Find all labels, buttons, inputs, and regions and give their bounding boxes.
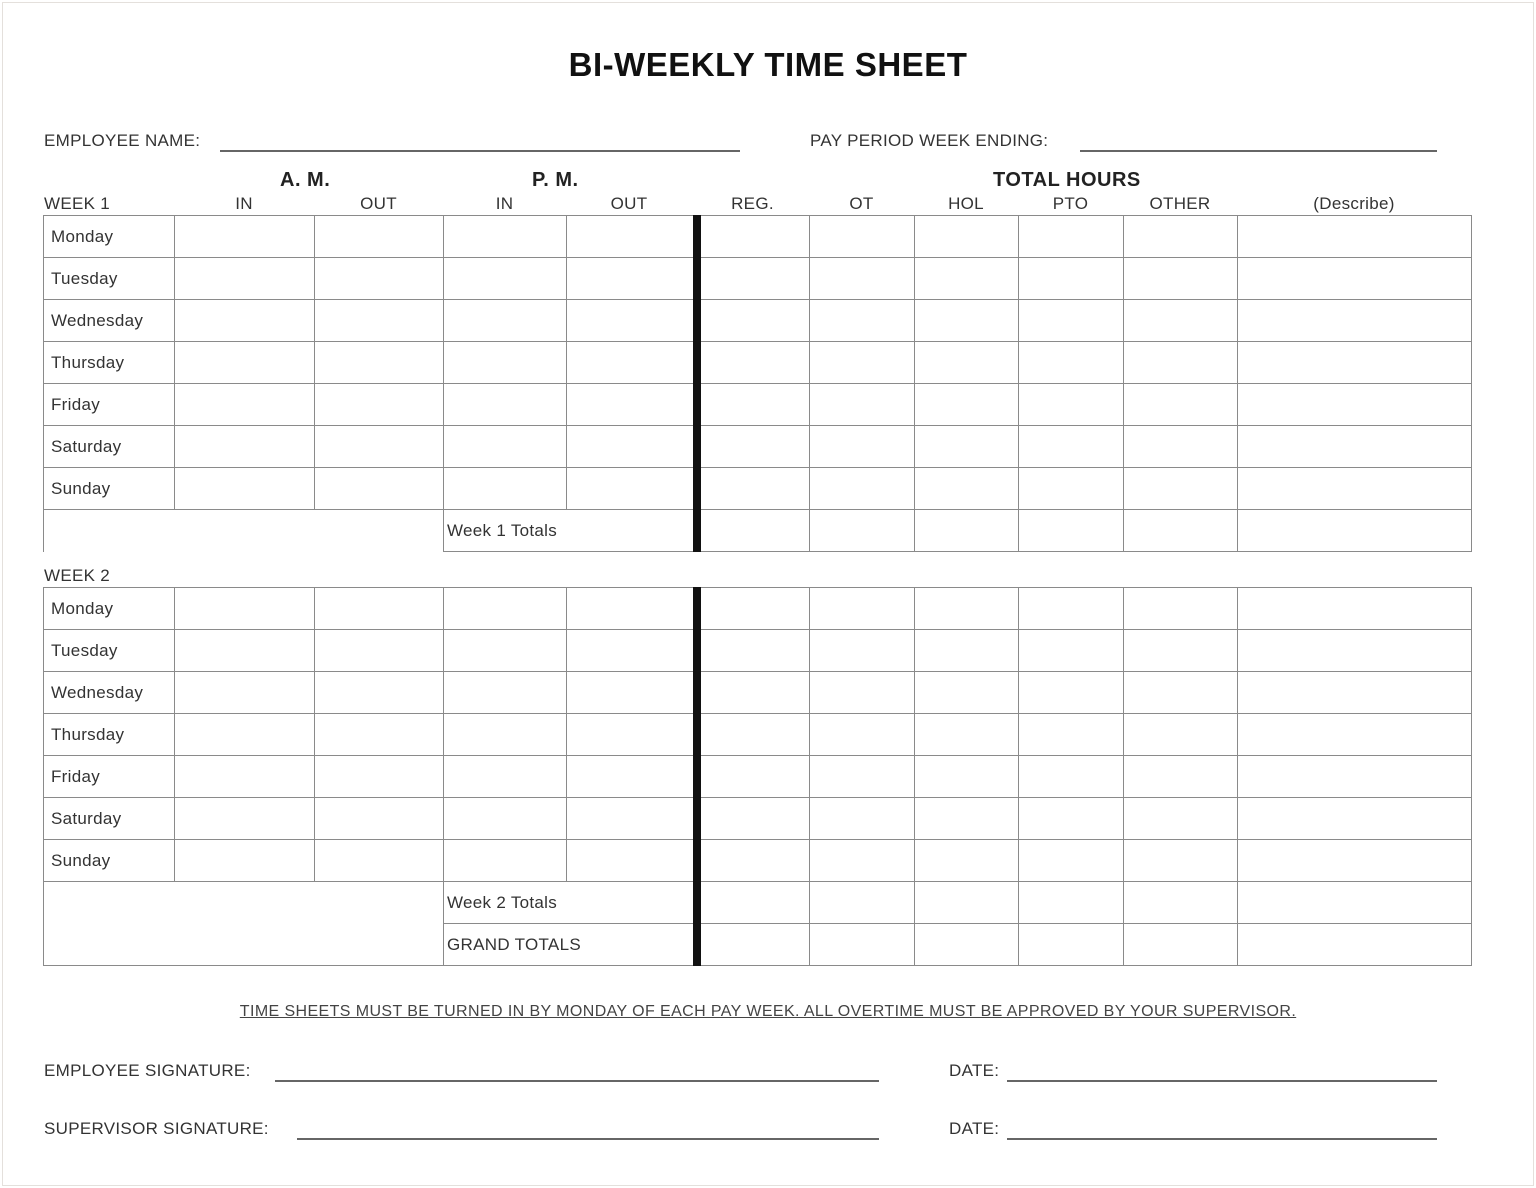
am-in-cell[interactable] <box>175 300 315 342</box>
pto-cell[interactable] <box>1019 672 1124 714</box>
table-row <box>44 258 1472 300</box>
reg-cell[interactable] <box>697 588 810 630</box>
pm-out-cell[interactable] <box>567 630 697 672</box>
day-label: Saturday <box>44 426 175 468</box>
day-label: Monday <box>44 216 175 258</box>
pto-cell[interactable] <box>1019 840 1124 882</box>
ot-cell[interactable] <box>810 756 915 798</box>
blank-cell <box>44 510 444 552</box>
reg-cell[interactable] <box>697 756 810 798</box>
supervisor-signature-label: SUPERVISOR SIGNATURE: <box>44 1119 269 1138</box>
reg-total-cell[interactable] <box>697 882 810 924</box>
hol-cell[interactable] <box>915 426 1019 468</box>
day-label: Tuesday <box>44 630 175 672</box>
pm-out-cell[interactable] <box>567 588 697 630</box>
hol-cell[interactable] <box>915 630 1019 672</box>
pm-in-cell[interactable] <box>444 300 567 342</box>
am-out-cell[interactable] <box>315 216 444 258</box>
pm-in-cell[interactable] <box>444 588 567 630</box>
pto-cell[interactable] <box>1019 588 1124 630</box>
employee-signature-label: EMPLOYEE SIGNATURE: <box>44 1061 251 1080</box>
grand-totals-label: GRAND TOTALS <box>444 924 697 966</box>
col-header-hol: HOL <box>948 194 984 213</box>
ot-cell[interactable] <box>810 672 915 714</box>
hol-cell[interactable] <box>915 468 1019 510</box>
describe-cell[interactable] <box>1238 840 1472 882</box>
other-cell[interactable] <box>1124 426 1238 468</box>
day-label: Saturday <box>44 798 175 840</box>
table-row <box>44 630 1472 672</box>
am-in-cell[interactable] <box>175 714 315 756</box>
pm-out-cell[interactable] <box>567 468 697 510</box>
hol-cell[interactable] <box>915 258 1019 300</box>
ot-cell[interactable] <box>810 714 915 756</box>
describe-total-cell[interactable] <box>1238 882 1472 924</box>
pto-cell[interactable] <box>1019 468 1124 510</box>
reg-cell[interactable] <box>697 216 810 258</box>
day-label: Friday <box>44 756 175 798</box>
reg-cell[interactable] <box>697 426 810 468</box>
pm-out-cell[interactable] <box>567 342 697 384</box>
other-cell[interactable] <box>1124 756 1238 798</box>
am-in-cell[interactable] <box>175 672 315 714</box>
week-2-label: WEEK 2 <box>44 566 111 585</box>
hol-grand-total-cell[interactable] <box>915 924 1019 966</box>
pm-out-cell[interactable] <box>567 840 697 882</box>
hol-cell[interactable] <box>915 714 1019 756</box>
total-hours-group-header: TOTAL HOURS <box>993 169 1141 191</box>
date-label: DATE: <box>949 1119 1000 1138</box>
table-row <box>44 384 1472 426</box>
ot-total-cell[interactable] <box>810 882 915 924</box>
pay-period-field[interactable] <box>1080 150 1437 152</box>
am-out-cell[interactable] <box>315 258 444 300</box>
ot-total-cell[interactable] <box>810 510 915 552</box>
reg-cell[interactable] <box>697 714 810 756</box>
supervisor-date-field[interactable] <box>1007 1138 1437 1140</box>
describe-grand-total-cell[interactable] <box>1238 924 1472 966</box>
describe-cell[interactable] <box>1238 756 1472 798</box>
col-header-ot: OT <box>849 194 874 213</box>
employee-signature-field[interactable] <box>275 1080 879 1082</box>
ot-cell[interactable] <box>810 384 915 426</box>
ot-cell[interactable] <box>810 468 915 510</box>
date-label: DATE: <box>949 1061 1000 1080</box>
other-grand-total-cell[interactable] <box>1124 924 1238 966</box>
table-row <box>44 342 1472 384</box>
am-out-cell[interactable] <box>315 672 444 714</box>
reg-cell[interactable] <box>697 840 810 882</box>
pm-in-cell[interactable] <box>444 714 567 756</box>
describe-cell[interactable] <box>1238 216 1472 258</box>
reg-cell[interactable] <box>697 384 810 426</box>
describe-cell[interactable] <box>1238 798 1472 840</box>
reg-cell[interactable] <box>697 630 810 672</box>
week-2-table <box>43 587 1472 966</box>
col-header-am-out: OUT <box>360 194 397 213</box>
describe-cell[interactable] <box>1238 342 1472 384</box>
describe-cell[interactable] <box>1238 300 1472 342</box>
am-in-cell[interactable] <box>175 798 315 840</box>
reg-cell[interactable] <box>697 468 810 510</box>
other-cell[interactable] <box>1124 630 1238 672</box>
employee-name-label: EMPLOYEE NAME: <box>44 131 201 150</box>
other-cell[interactable] <box>1124 300 1238 342</box>
hol-total-cell[interactable] <box>915 510 1019 552</box>
pm-out-cell[interactable] <box>567 216 697 258</box>
am-in-cell[interactable] <box>175 630 315 672</box>
pto-cell[interactable] <box>1019 756 1124 798</box>
hol-cell[interactable] <box>915 798 1019 840</box>
day-label: Tuesday <box>44 258 175 300</box>
pm-in-cell[interactable] <box>444 468 567 510</box>
describe-cell[interactable] <box>1238 672 1472 714</box>
reg-cell[interactable] <box>697 258 810 300</box>
day-label: Friday <box>44 384 175 426</box>
page-title: BI-WEEKLY TIME SHEET <box>568 46 968 83</box>
pto-cell[interactable] <box>1019 342 1124 384</box>
table-row <box>44 426 1472 468</box>
pto-cell[interactable] <box>1019 216 1124 258</box>
pto-grand-total-cell[interactable] <box>1019 924 1124 966</box>
pm-out-cell[interactable] <box>567 300 697 342</box>
col-header-pto: PTO <box>1052 194 1089 213</box>
day-label: Sunday <box>44 468 175 510</box>
pm-in-cell[interactable] <box>444 216 567 258</box>
pto-cell[interactable] <box>1019 714 1124 756</box>
pto-total-cell[interactable] <box>1019 510 1124 552</box>
am-in-cell[interactable] <box>175 342 315 384</box>
pto-cell[interactable] <box>1019 258 1124 300</box>
am-in-cell[interactable] <box>175 468 315 510</box>
pm-in-cell[interactable] <box>444 840 567 882</box>
pm-out-cell[interactable] <box>567 258 697 300</box>
pm-in-cell[interactable] <box>444 798 567 840</box>
pm-in-cell[interactable] <box>444 630 567 672</box>
table-row <box>44 840 1472 882</box>
table-row <box>44 798 1472 840</box>
table-row <box>44 588 1472 630</box>
day-label: Monday <box>44 588 175 630</box>
hol-total-cell[interactable] <box>915 882 1019 924</box>
pm-in-cell[interactable] <box>444 258 567 300</box>
am-group-header: A. M. <box>280 169 331 191</box>
other-total-cell[interactable] <box>1124 882 1238 924</box>
pto-cell[interactable] <box>1019 798 1124 840</box>
describe-cell[interactable] <box>1238 588 1472 630</box>
ot-cell[interactable] <box>810 426 915 468</box>
describe-cell[interactable] <box>1238 384 1472 426</box>
pm-out-cell[interactable] <box>567 798 697 840</box>
col-header-pm-in: IN <box>495 194 514 213</box>
pto-total-cell[interactable] <box>1019 882 1124 924</box>
describe-cell[interactable] <box>1238 714 1472 756</box>
am-out-cell[interactable] <box>315 756 444 798</box>
pay-period-label: PAY PERIOD WEEK ENDING: <box>810 131 1049 150</box>
am-in-cell[interactable] <box>175 216 315 258</box>
week-1-totals-row <box>44 510 1472 552</box>
pm-in-cell[interactable] <box>444 426 567 468</box>
am-out-cell[interactable] <box>315 468 444 510</box>
employee-date-field[interactable] <box>1007 1080 1437 1082</box>
ot-cell[interactable] <box>810 588 915 630</box>
ot-cell[interactable] <box>810 300 915 342</box>
other-cell[interactable] <box>1124 798 1238 840</box>
other-cell[interactable] <box>1124 468 1238 510</box>
describe-total-cell[interactable] <box>1238 510 1472 552</box>
supervisor-signature-field[interactable] <box>297 1138 879 1140</box>
am-out-cell[interactable] <box>315 300 444 342</box>
pm-out-cell[interactable] <box>567 714 697 756</box>
describe-cell[interactable] <box>1238 426 1472 468</box>
week-1-totals-label: Week 1 Totals <box>444 510 697 552</box>
pm-in-cell[interactable] <box>444 342 567 384</box>
am-out-cell[interactable] <box>315 630 444 672</box>
col-header-am-in: IN <box>235 194 253 213</box>
other-cell[interactable] <box>1124 384 1238 426</box>
pm-out-cell[interactable] <box>567 426 697 468</box>
reg-grand-total-cell[interactable] <box>697 924 810 966</box>
reg-cell[interactable] <box>697 300 810 342</box>
am-out-cell[interactable] <box>315 798 444 840</box>
ot-cell[interactable] <box>810 840 915 882</box>
blank-cell <box>44 882 444 966</box>
table-row <box>44 468 1472 510</box>
describe-cell[interactable] <box>1238 258 1472 300</box>
am-in-cell[interactable] <box>175 258 315 300</box>
hol-cell[interactable] <box>915 672 1019 714</box>
other-cell[interactable] <box>1124 258 1238 300</box>
ot-cell[interactable] <box>810 342 915 384</box>
am-in-cell[interactable] <box>175 840 315 882</box>
am-in-cell[interactable] <box>175 756 315 798</box>
week-1-table <box>43 215 1472 552</box>
other-cell[interactable] <box>1124 672 1238 714</box>
table-row <box>44 216 1472 258</box>
pto-cell[interactable] <box>1019 384 1124 426</box>
other-cell[interactable] <box>1124 714 1238 756</box>
am-out-cell[interactable] <box>315 840 444 882</box>
describe-cell[interactable] <box>1238 630 1472 672</box>
pm-group-header: P. M. <box>532 169 579 191</box>
pm-in-cell[interactable] <box>444 756 567 798</box>
day-label: Thursday <box>44 714 175 756</box>
hol-cell[interactable] <box>915 216 1019 258</box>
pto-cell[interactable] <box>1019 300 1124 342</box>
table-row <box>44 300 1472 342</box>
col-header-describe: (Describe) <box>1313 194 1395 213</box>
pm-out-cell[interactable] <box>567 672 697 714</box>
hol-cell[interactable] <box>915 342 1019 384</box>
hol-cell[interactable] <box>915 588 1019 630</box>
table-row <box>44 756 1472 798</box>
hol-cell[interactable] <box>915 840 1019 882</box>
hol-cell[interactable] <box>915 300 1019 342</box>
day-label: Sunday <box>44 840 175 882</box>
pm-out-cell[interactable] <box>567 756 697 798</box>
reg-cell[interactable] <box>697 672 810 714</box>
submission-notice: TIME SHEETS MUST BE TURNED IN BY MONDAY OF EACH PAY WEEK. ALL OVERTIME MUST BE APPROVED BY YOUR SUPERVISOR. <box>239 1003 1297 1020</box>
pto-cell[interactable] <box>1019 426 1124 468</box>
reg-total-cell[interactable] <box>697 510 810 552</box>
describe-cell[interactable] <box>1238 468 1472 510</box>
ot-grand-total-cell[interactable] <box>810 924 915 966</box>
week-2-totals-row <box>44 882 1472 924</box>
pm-out-cell[interactable] <box>567 384 697 426</box>
other-cell[interactable] <box>1124 342 1238 384</box>
pto-cell[interactable] <box>1019 630 1124 672</box>
ot-cell[interactable] <box>810 258 915 300</box>
ot-cell[interactable] <box>810 798 915 840</box>
am-out-cell[interactable] <box>315 384 444 426</box>
other-total-cell[interactable] <box>1124 510 1238 552</box>
ot-cell[interactable] <box>810 216 915 258</box>
other-cell[interactable] <box>1124 216 1238 258</box>
reg-cell[interactable] <box>697 798 810 840</box>
am-out-cell[interactable] <box>315 588 444 630</box>
am-out-cell[interactable] <box>315 714 444 756</box>
day-label: Wednesday <box>44 300 175 342</box>
am-in-cell[interactable] <box>175 426 315 468</box>
reg-cell[interactable] <box>697 342 810 384</box>
am-in-cell[interactable] <box>175 384 315 426</box>
week-2-totals-label: Week 2 Totals <box>444 882 697 924</box>
col-header-pm-out: OUT <box>610 194 648 213</box>
employee-name-field[interactable] <box>220 150 740 152</box>
other-cell[interactable] <box>1124 588 1238 630</box>
am-in-cell[interactable] <box>175 588 315 630</box>
day-label: Wednesday <box>44 672 175 714</box>
day-label: Thursday <box>44 342 175 384</box>
pm-in-cell[interactable] <box>444 672 567 714</box>
other-cell[interactable] <box>1124 840 1238 882</box>
table-row <box>44 672 1472 714</box>
week-1-label: WEEK 1 <box>44 194 111 213</box>
col-header-reg: REG. <box>731 194 774 213</box>
am-out-cell[interactable] <box>315 426 444 468</box>
col-header-other: OTHER <box>1149 194 1211 213</box>
am-out-cell[interactable] <box>315 342 444 384</box>
hol-cell[interactable] <box>915 384 1019 426</box>
ot-cell[interactable] <box>810 630 915 672</box>
pm-in-cell[interactable] <box>444 384 567 426</box>
hol-cell[interactable] <box>915 756 1019 798</box>
table-row <box>44 714 1472 756</box>
